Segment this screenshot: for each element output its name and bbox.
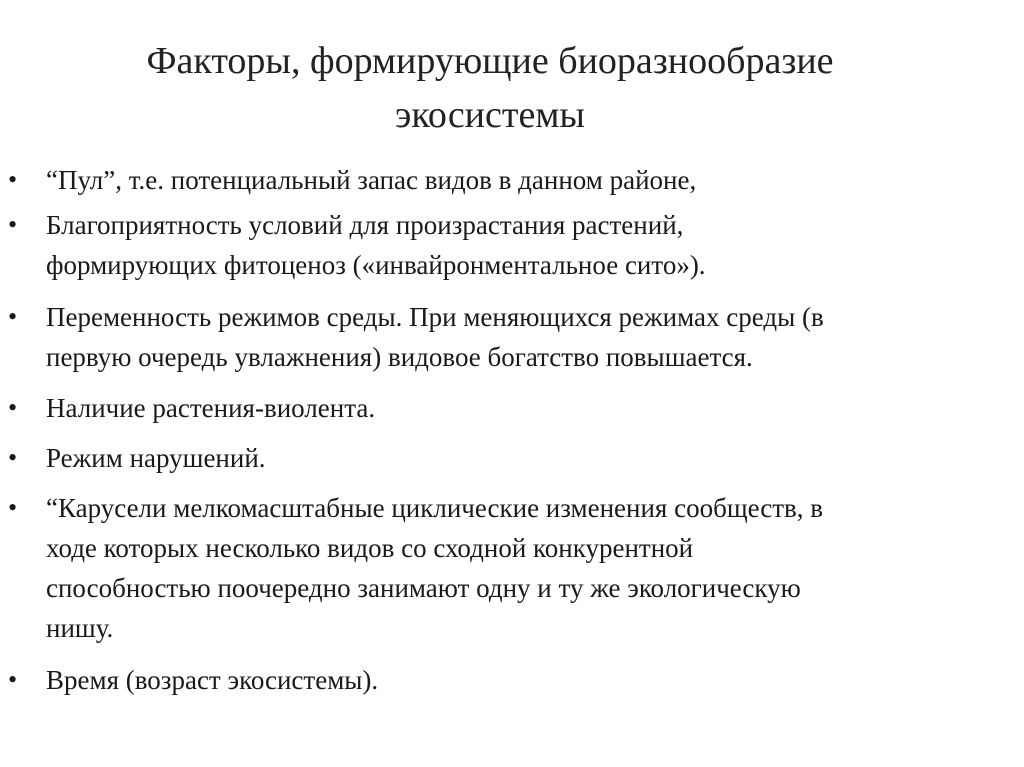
- bullet-dot-icon: •: [8, 302, 18, 331]
- bullet-text: Время (возраст экосистемы).: [46, 665, 379, 695]
- bullet-text: “Пул”, т.е. потенциальный запас видов в данном районе,: [46, 165, 697, 195]
- slide-title-line-2: экосистемы: [395, 94, 585, 136]
- bullet-text: нишу.: [46, 613, 114, 643]
- bullet-dot-icon: •: [8, 443, 18, 472]
- bullet-text: первую очередь увлажнения) видовое богатство повышается.: [46, 342, 753, 372]
- bullet-text: Режим нарушений.: [46, 443, 266, 473]
- bullet-text: Благоприятность условий для произрастания растений,: [46, 210, 684, 240]
- bullet-text: способностью поочередно занимают одну и ту же экологическую: [46, 573, 801, 603]
- slide-title-line-1: Факторы, формирующие биоразнообразие: [146, 40, 834, 82]
- bullet-text: формирующих фитоценоз («инвайронментальное сито»).: [46, 250, 706, 280]
- bullet-text: ходе которых несколько видов со сходной конкурентной: [46, 533, 694, 563]
- bullet-dot-icon: •: [8, 165, 18, 194]
- bullet-text: Наличие растения-виолента.: [46, 393, 376, 423]
- bullet-dot-icon: •: [8, 393, 18, 422]
- bullet-dot-icon: •: [8, 210, 18, 239]
- bullet-dot-icon: •: [8, 665, 18, 694]
- bullet-text: “Карусели мелкомасштабные циклические изменения сообществ, в: [46, 493, 824, 523]
- bullet-text: Переменность режимов среды. При меняющихся режимах среды (в: [46, 302, 824, 332]
- bullet-dot-icon: •: [8, 493, 18, 522]
